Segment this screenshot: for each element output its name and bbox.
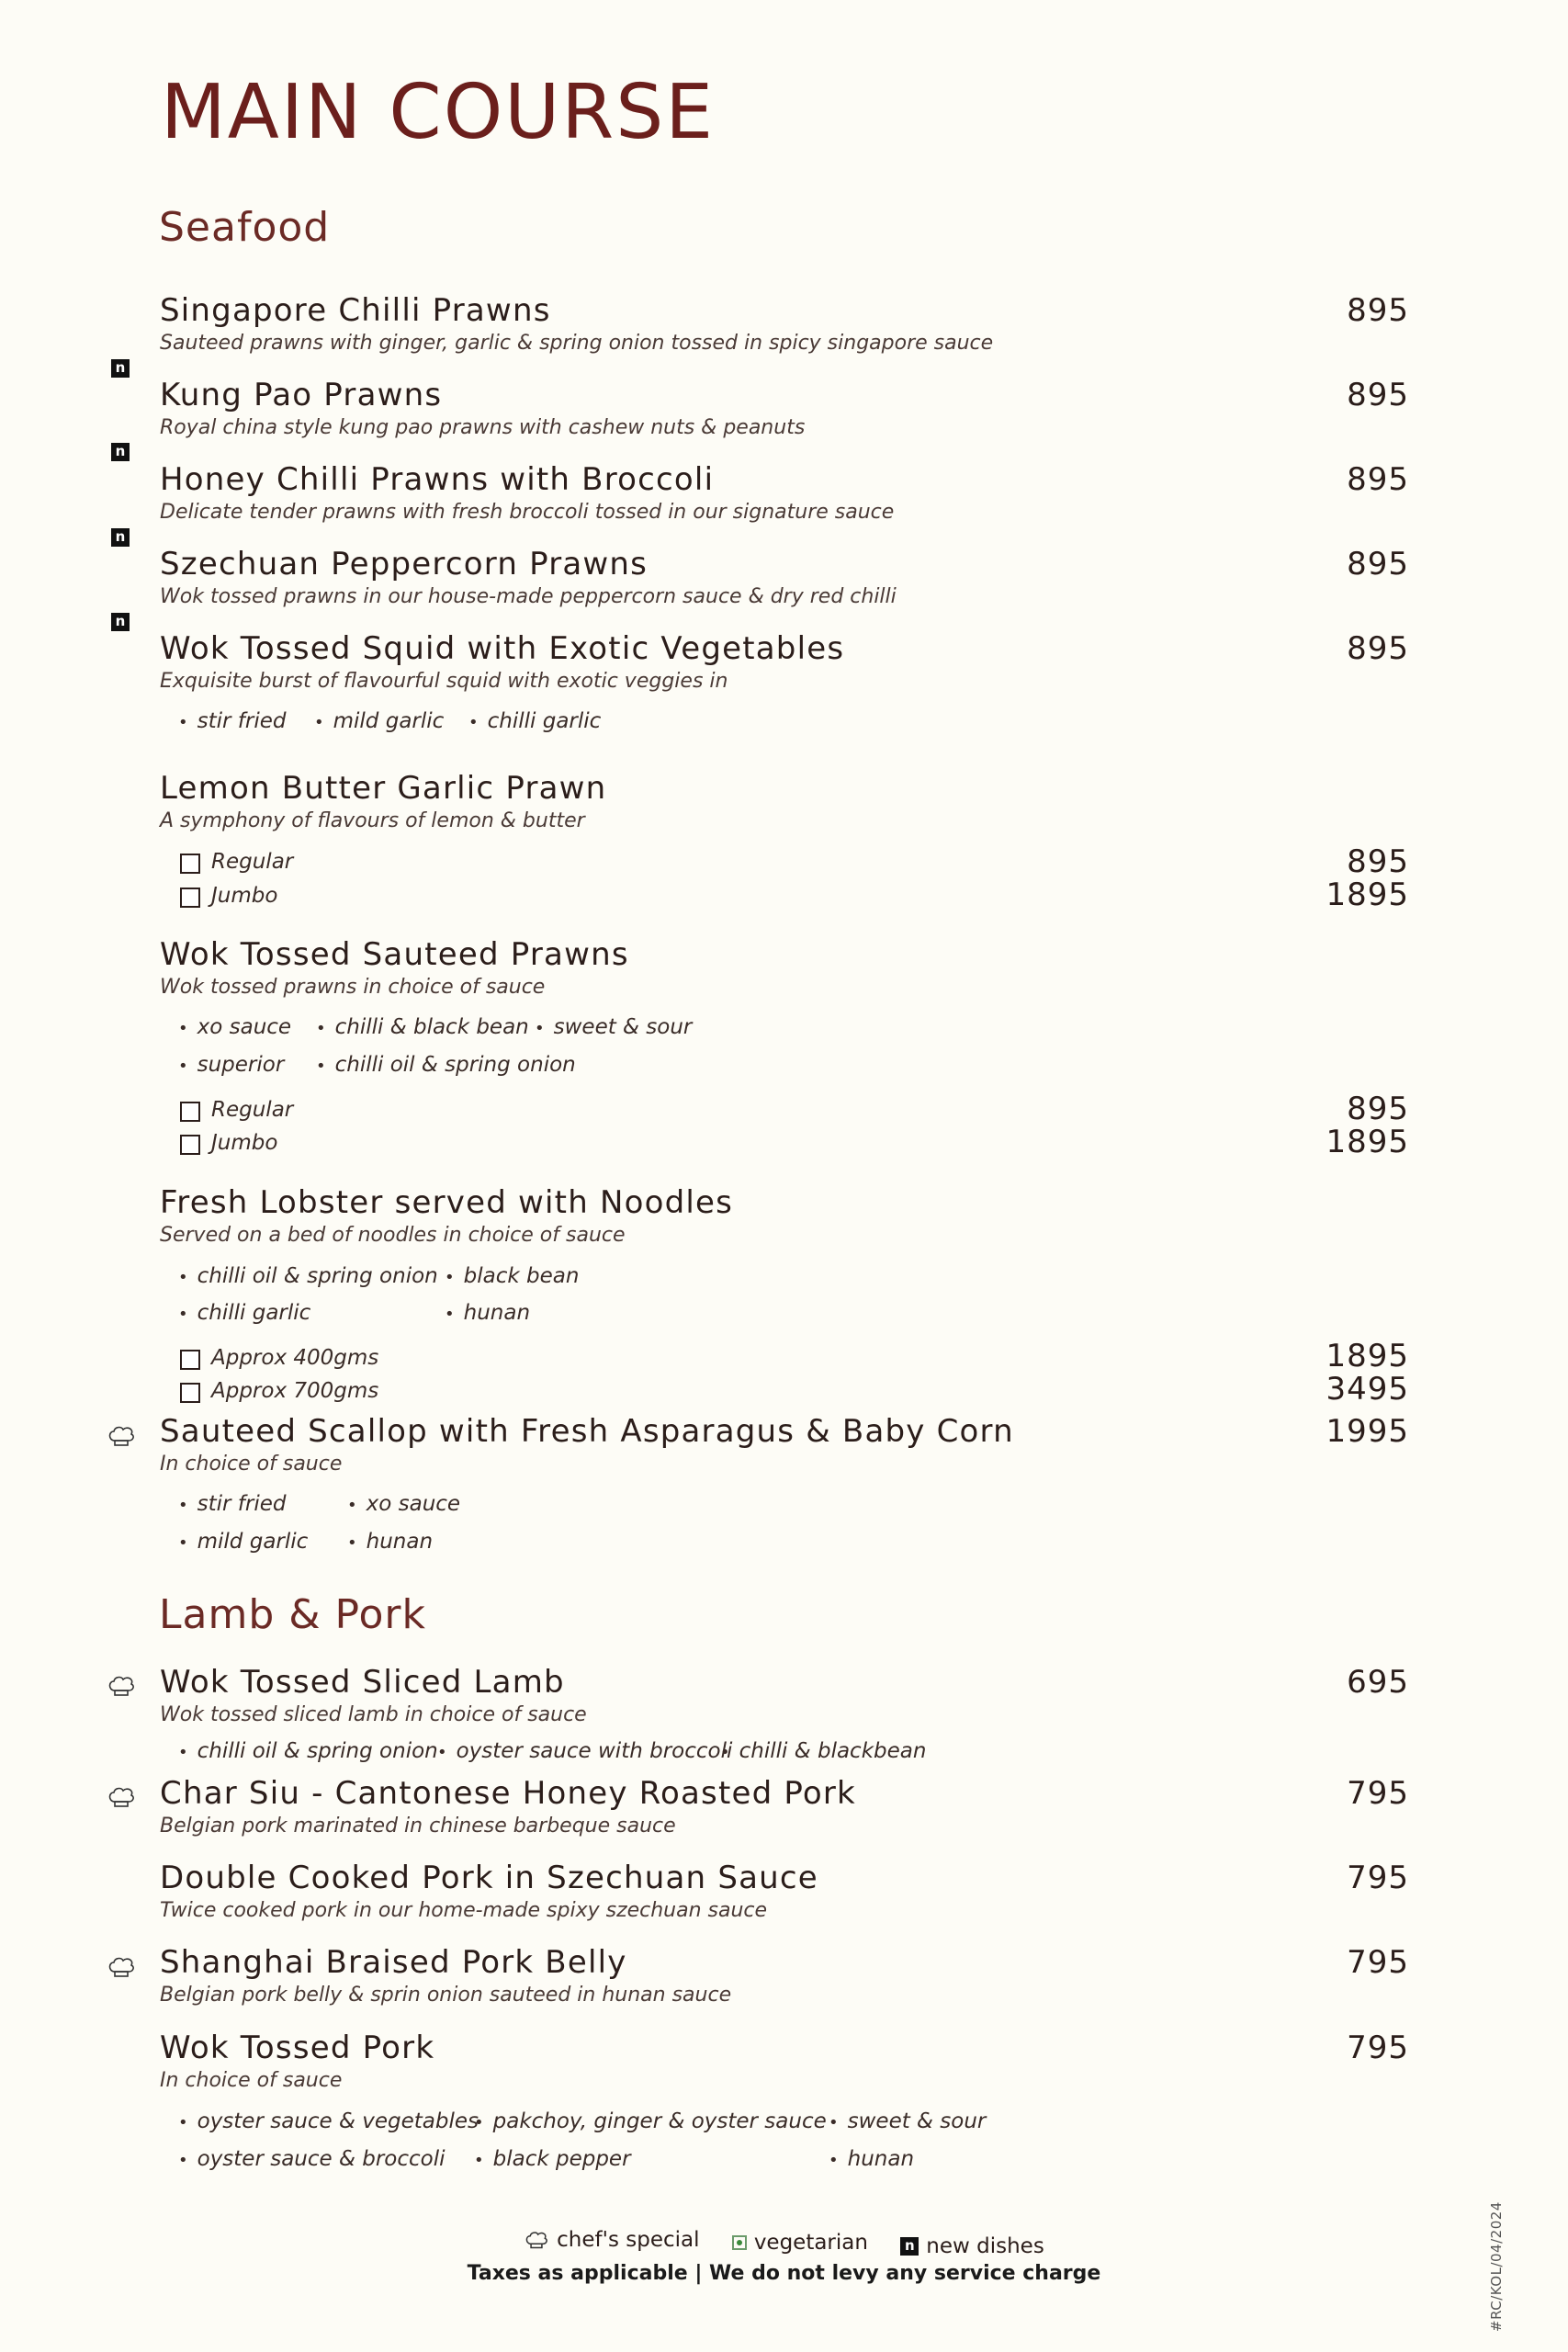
dish-name: Wok Tossed Pork: [160, 2030, 435, 2066]
dish-name: Double Cooked Pork in Szechuan Sauce: [160, 1860, 818, 1896]
new-dish-icon: n: [111, 528, 130, 547]
chef-hat-icon: [524, 2230, 549, 2250]
sauce-option: • chilli & black bean: [316, 1015, 529, 1041]
legend-new-dishes-label: new dishes: [926, 2234, 1044, 2258]
new-dish-icon: n: [111, 613, 130, 631]
sauce-option: • chilli oil & spring onion: [178, 1739, 438, 1765]
size-label: Approx 400gms: [211, 1346, 379, 1370]
legend-chefs-special-label: chef's special: [557, 2228, 700, 2252]
dish-name: Wok Tossed Sauteed Prawns: [160, 936, 629, 973]
dish-description: Belgian pork belly & sprin onion sauteed in hunan sauce: [160, 1984, 732, 2007]
sauce-option: • superior: [178, 1053, 284, 1079]
dish-price: 695: [1347, 1664, 1409, 1701]
dish-price: 795: [1347, 2030, 1409, 2066]
dish-description: Twice cooked pork in our home-made spixy szechuan sauce: [160, 1899, 768, 1922]
dish-name: Szechuan Peppercorn Prawns: [160, 546, 649, 582]
dish-description: Wok tossed prawns in choice of sauce: [160, 976, 546, 999]
sauce-option: • xo sauce: [347, 1492, 460, 1518]
dish-name: Fresh Lobster served with Noodles: [160, 1184, 734, 1221]
dish-description: Wok tossed sliced lamb in choice of sauce: [160, 1703, 587, 1726]
dish-description: Wok tossed prawns in our house-made peppercorn sauce & dry red chilli: [160, 585, 897, 608]
size-label: Regular: [211, 1098, 294, 1122]
chef-hat-icon: [107, 1785, 136, 1809]
new-dish-icon: n: [111, 359, 130, 378]
sauce-option: • mild garlic: [314, 709, 444, 735]
dish-description: In choice of sauce: [160, 1453, 343, 1476]
size-label: Jumbo: [211, 884, 278, 908]
sauce-option: • hunan: [445, 1301, 530, 1327]
size-label: Jumbo: [211, 1131, 278, 1155]
size-price: 895: [1347, 1091, 1409, 1127]
chef-hat-icon: [107, 1674, 136, 1698]
vegetarian-icon: [732, 2235, 747, 2250]
size-price: 1895: [1325, 876, 1409, 913]
size-checkbox[interactable]: [180, 1135, 200, 1155]
size-price: 1895: [1325, 1338, 1409, 1374]
sauce-option: • hunan: [347, 1530, 433, 1555]
dish-description: Sauteed prawns with ginger, garlic & spring onion tossed in spicy singapore sauce: [160, 332, 994, 355]
sauce-option: • hunan: [829, 2147, 914, 2173]
dish-description: Delicate tender prawns with fresh broccoli tossed in our signature sauce: [160, 501, 895, 524]
sauce-option: • chilli garlic: [178, 1301, 310, 1327]
dish-price: 895: [1347, 292, 1409, 329]
dish-price: 795: [1347, 1944, 1409, 1981]
sauce-option: • stir fried: [178, 1492, 286, 1518]
size-checkbox[interactable]: [180, 1102, 200, 1122]
size-price: 3495: [1325, 1371, 1409, 1408]
page-title: MAIN COURSE: [161, 69, 716, 156]
legend-chefs-special: [524, 2228, 699, 2252]
dish-name: Singapore Chilli Prawns: [160, 292, 551, 329]
section-title-seafood: Seafood: [159, 204, 331, 251]
sauce-option: • oyster sauce & broccoli: [178, 2147, 446, 2173]
sauce-option: • black pepper: [474, 2147, 631, 2173]
dish-name: Sauteed Scallop with Fresh Asparagus & Baby Corn: [160, 1413, 1014, 1450]
dish-description: Belgian pork marinated in chinese barbeque sauce: [160, 1815, 676, 1838]
dish-price: 895: [1347, 461, 1409, 498]
dish-price: 895: [1347, 630, 1409, 667]
tax-note: Taxes as applicable | We do not levy any service charge: [467, 2262, 1101, 2285]
dish-description: Exquisite burst of flavourful squid with exotic veggies in: [160, 670, 728, 693]
sauce-option: • sweet & sour: [829, 2109, 986, 2135]
legend-vegetarian: [732, 2231, 868, 2255]
size-checkbox[interactable]: [180, 888, 200, 908]
sauce-option: • black bean: [445, 1264, 579, 1290]
size-label: Approx 700gms: [211, 1379, 379, 1403]
dish-price: 895: [1347, 377, 1409, 413]
sauce-option: • oyster sauce & vegetables: [178, 2109, 479, 2135]
dish-name: Honey Chilli Prawns with Broccoli: [160, 461, 715, 498]
dish-name: Char Siu - Cantonese Honey Roasted Pork: [160, 1775, 856, 1812]
dish-name: Wok Tossed Sliced Lamb: [160, 1664, 565, 1701]
dish-description: Royal china style kung pao prawns with cashew nuts & peanuts: [160, 416, 806, 439]
size-price: 1895: [1325, 1124, 1409, 1160]
sauce-option: • chilli oil & spring onion: [178, 1264, 438, 1290]
section-title-lamb-pork: Lamb & Pork: [159, 1591, 427, 1638]
dish-name: Kung Pao Prawns: [160, 377, 443, 413]
dish-description: A symphony of flavours of lemon & butter: [160, 809, 585, 832]
new-dish-icon: n: [900, 2237, 919, 2256]
legend: [0, 2228, 1568, 2258]
legend-vegetarian-label: vegetarian: [753, 2231, 868, 2255]
sauce-option: • stir fried: [178, 709, 286, 735]
dish-price: 1995: [1325, 1413, 1409, 1450]
size-checkbox[interactable]: [180, 1383, 200, 1403]
dish-price: 895: [1347, 546, 1409, 582]
chef-hat-icon: [107, 1424, 136, 1448]
sauce-option: • pakchoy, ginger & oyster sauce: [474, 2109, 827, 2135]
size-label: Regular: [211, 850, 294, 874]
menu-code: [1484, 2196, 1512, 2343]
dish-description: Served on a bed of noodles in choice of sauce: [160, 1224, 626, 1247]
sauce-option: • oyster sauce with broccoli: [437, 1739, 732, 1765]
sauce-option: • chilli oil & spring onion: [316, 1053, 576, 1079]
sauce-option: • chilli & blackbean: [720, 1739, 926, 1765]
legend-new-dishes: [900, 2234, 1044, 2258]
size-price: 895: [1347, 843, 1409, 880]
new-dish-icon: n: [111, 443, 130, 461]
size-checkbox[interactable]: [180, 1350, 200, 1370]
dish-name: Shanghai Braised Pork Belly: [160, 1944, 627, 1981]
menu-code-text: #RC/KOL/04/2024: [1488, 2201, 1505, 2332]
sauce-option: • xo sauce: [178, 1015, 291, 1041]
dish-price: 795: [1347, 1775, 1409, 1812]
chef-hat-icon: [107, 1955, 136, 1979]
sauce-option: • mild garlic: [178, 1530, 308, 1555]
dish-name: Wok Tossed Squid with Exotic Vegetables: [160, 630, 845, 667]
dish-name: Lemon Butter Garlic Prawn: [160, 770, 607, 807]
dish-price: 795: [1347, 1860, 1409, 1896]
size-checkbox[interactable]: [180, 854, 200, 874]
dish-description: In choice of sauce: [160, 2069, 343, 2092]
sauce-option: • chilli garlic: [468, 709, 601, 735]
sauce-option: • sweet & sour: [535, 1015, 692, 1041]
